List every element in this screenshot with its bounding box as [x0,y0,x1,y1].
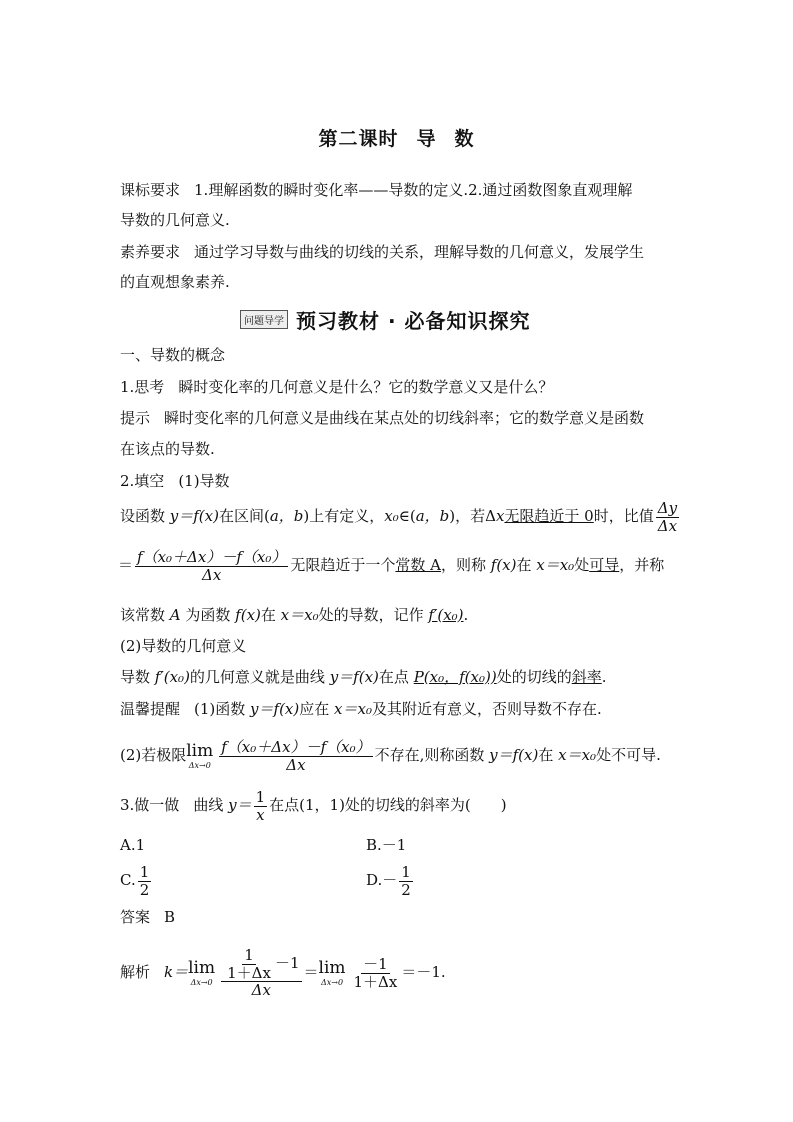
text: 曲线 [193,796,229,814]
frac-num: Δy [657,499,678,517]
math-x: x [495,507,505,525]
blank-answer: 无限趋近于 0 [504,507,594,525]
math-func: y＝f(x) [489,746,539,764]
definition-line-2 [118,545,664,585]
text: 该常数 [120,606,170,624]
math-fx0: f′(x₀) [154,668,190,686]
text: 时，比值 [593,507,654,525]
solution-label: 解析 [120,963,151,981]
text: ，则称 [440,556,491,574]
requirement-line-2b: 的直观想象素养. [120,273,230,291]
math-y: y＝ [228,796,252,814]
limit-symbol [188,957,216,987]
requirement-label-2: 素养要求 [120,243,181,261]
text: 在点 [378,668,414,686]
frac-den: Δx [202,565,222,584]
text: 在 [538,746,559,764]
compound-fraction [221,947,301,999]
text: 处不可导. [596,746,661,764]
text: (2)若极限 [120,746,187,764]
section-badge: 问题导学 [240,310,288,329]
text: 设函数 [120,507,170,525]
fraction-half [138,864,152,898]
blank-answer: 可导 [589,556,620,574]
limit-symbol [318,957,346,987]
fraction-half [399,864,413,898]
text: 导数 [120,668,155,686]
blank-answer: f′(x₀) [428,606,464,624]
fill-sub1: (1)导数 [178,472,230,490]
answer-line [120,907,175,927]
lim-sub: Δx→0 [190,977,213,987]
lim-sub: Δx→0 [320,977,344,987]
requirement-line-1b: 导数的几何意义. [120,211,230,229]
text: ＝ [118,556,134,574]
math-interval: a，b [415,507,450,525]
text: )，若Δ [449,507,496,525]
fill-label: 2.填空 [120,472,165,490]
text: 的几何意义就是曲线 [189,668,330,686]
frac-num: 1 [255,788,266,806]
frac-den: 1＋Δx [227,963,271,982]
option-c [120,860,153,900]
option-label: C. [120,871,136,889]
text: 在 [260,606,281,624]
text: 在 [516,556,537,574]
definition-line-3 [120,605,468,625]
fraction [352,956,400,990]
think-label: 1.思考 [120,378,165,396]
text: (1)函数 [194,700,251,718]
frac-den: 2 [139,880,150,899]
text: 在点(1，1)处的切线的斜率为( ) [269,796,507,814]
text: 及其附近有意义，否则导数不存在. [371,700,602,718]
blank-answer [395,556,441,574]
math-A: A [169,606,181,624]
frac-num: f（x₀＋Δx）－f（x₀） [137,548,287,566]
difference-quotient [135,549,288,583]
requirement-line-1 [120,180,632,200]
section-title: 预习教材 · 必备知识探究 [296,308,531,333]
frac-num: 1 [139,863,150,881]
text: 不存在,则称函数 [374,746,490,764]
frac-den: Δx [286,755,306,774]
fill-line [120,471,230,491]
answer-label: 答案 [120,908,151,926]
blank-answer: 斜率 [571,668,602,686]
fill-sub2: (2)导数的几何意义 [120,637,247,655]
text: . [601,668,607,686]
text: 应在 [299,700,335,718]
text: 处的切线的 [496,668,572,686]
frac-num [221,947,301,982]
option-b: B.－1 [366,836,407,854]
frac-den: Δx [657,516,678,535]
page-title [0,124,793,151]
text: . [463,606,469,624]
tip-label: 温馨提醒 [120,700,181,718]
solution-line [120,945,446,999]
think-question: 瞬时变化率的几何意义是什么？它的数学意义又是什么？ [178,378,554,396]
requirement-line-2 [120,242,644,262]
geometric-meaning-line [120,667,607,687]
frac-den: 1＋Δx [353,972,398,991]
title-part2: 导 [416,128,437,150]
limit-symbol [186,740,214,770]
text: 为函数 [180,606,236,624]
hint-line-b: 在该点的导数. [120,440,215,458]
option-a: A.1 [120,836,146,854]
text: －1 [274,954,300,973]
hint-line [120,408,644,428]
text: 无限趋近于一个 [290,556,396,574]
title-part3: 数 [454,128,475,150]
try-line [120,789,507,823]
fraction-dy-dx [656,500,679,534]
frac-num: －1 [363,955,388,973]
section-header [240,305,531,333]
text: ＝ [303,963,319,981]
tip-line-1 [120,699,602,719]
frac-den: 2 [401,880,411,899]
math-x-eq-x0: x＝x₀ [536,556,575,574]
math-k: k＝ [164,963,189,981]
frac-num: f（x₀＋Δx）－f（x₀） [221,738,371,756]
option-label: D.－ [366,871,398,889]
heading-concept: 一、导数的概念 [120,346,226,364]
blank-answer: P(x₀，f(x₀)) [413,668,497,686]
frac-num: 1 [401,863,411,881]
lim-word: lim [188,957,216,978]
lim-word: lim [186,740,214,761]
requirement-text-1a: 1.理解函数的瞬时变化率——导数的定义.2.通过函数图象直观理解 [194,181,633,199]
answer-value: B [164,908,176,926]
frac-den: Δx [251,981,271,1000]
math-interval: a，b [269,507,304,525]
title-part1: 第二课时 [318,128,399,150]
requirement-label-1: 课标要求 [120,181,181,199]
fraction-1-over-x [254,789,268,823]
text: 处的导数，记作 [318,606,429,624]
frac-num: 1 [244,946,254,965]
text: )上有定义， [303,507,385,525]
math-fx: f(x) [490,556,517,574]
blank-text: 常数 A [395,556,441,574]
option-d [366,860,415,900]
requirement-text-2a: 通过学习导数与曲线的切线的关系，理解导数的几何意义，发展学生 [194,243,645,261]
math-func: y＝f(x) [329,668,379,686]
frac-den: x [256,805,265,824]
lim-word: lim [318,957,346,978]
hint-label: 提示 [120,409,151,427]
inner-fraction [225,947,273,981]
math-x0: x₀ [384,507,399,525]
text: ，并称 [619,556,665,574]
lim-sub: Δx→0 [188,760,211,770]
think-line [120,377,553,397]
tip-line-2 [120,733,661,777]
math-x-eq-x0: x＝x₀ [334,700,372,718]
text: 在区间( [218,507,270,525]
try-label: 3.做一做 [120,796,180,814]
text: 处 [574,556,590,574]
math-fx: f(x) [235,606,261,624]
difference-quotient [219,739,372,773]
math-x-eq-x0: x＝x₀ [558,746,597,764]
math-func: y＝f(x) [169,507,219,525]
math-func: y＝f(x) [250,700,300,718]
math-x-eq-x0: x＝x₀ [280,606,319,624]
text: ∈( [398,507,416,525]
definition-line-1 [120,500,681,534]
text: ＝－1. [401,963,446,981]
hint-text-a: 瞬时变化率的几何意义是曲线在某点处的切线斜率；它的数学意义是函数 [164,409,645,427]
